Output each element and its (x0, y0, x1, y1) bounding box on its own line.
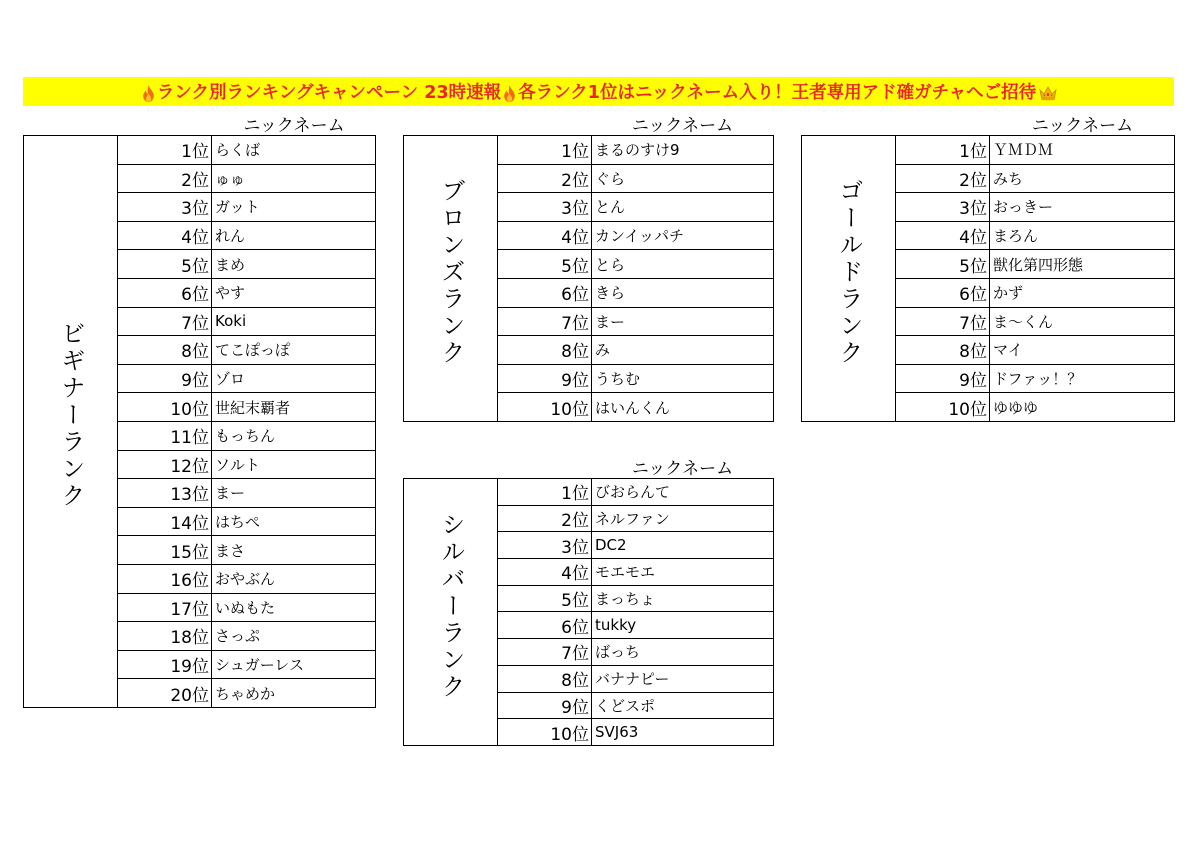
position-cell: 9位 (896, 364, 990, 393)
nickname-cell: バナナピー (592, 665, 774, 692)
position-cell: 10位 (498, 719, 592, 746)
nickname-cell: tukky (592, 612, 774, 639)
nickname-cell: ばっち (592, 639, 774, 666)
rank-name-label: ゴールドランク (835, 178, 863, 368)
nickname-cell: まさ (212, 536, 376, 565)
position-cell: 2位 (118, 164, 212, 193)
position-cell: 5位 (498, 585, 592, 612)
nickname-cell: やす (212, 278, 376, 307)
nickname-cell: 獣化第四形態 (990, 250, 1175, 279)
nickname-cell: まめ (212, 250, 376, 279)
position-cell: 12位 (118, 450, 212, 479)
campaign-banner (23, 77, 1174, 106)
position-cell: 11位 (118, 421, 212, 450)
nickname-header-silver: ニックネーム (631, 459, 734, 479)
nickname-cell: まっちょ (592, 585, 774, 612)
nickname-cell: ゆゆゆ (990, 393, 1175, 422)
nickname-cell: シュガーレス (212, 650, 376, 679)
nickname-cell: SVJ63 (592, 719, 774, 746)
nickname-cell: み (592, 336, 774, 365)
nickname-cell: 世紀末覇者 (212, 393, 376, 422)
position-cell: 4位 (896, 221, 990, 250)
silver-rank-table (403, 478, 774, 746)
nickname-cell: いぬもた (212, 593, 376, 622)
position-cell: 6位 (498, 278, 592, 307)
nickname-cell: ＹＭＤＭ (990, 136, 1175, 165)
position-cell: 8位 (118, 336, 212, 365)
nickname-cell: ゾロ (212, 364, 376, 393)
nickname-cell: らくば (212, 136, 376, 165)
nickname-cell: はいんくん (592, 393, 774, 422)
rank-name (404, 479, 498, 746)
position-cell: 4位 (498, 559, 592, 586)
position-cell: 3位 (118, 193, 212, 222)
nickname-cell: カンイッパチ (592, 221, 774, 250)
nickname-cell: Koki (212, 307, 376, 336)
position-cell: 13位 (118, 479, 212, 508)
position-cell: 9位 (498, 692, 592, 719)
beginner-rank-table (23, 135, 376, 708)
position-cell: 1位 (498, 479, 592, 506)
rank-name-label: ビギナーランク (57, 321, 85, 511)
position-cell: 2位 (498, 505, 592, 532)
nickname-cell: モエモエ (592, 559, 774, 586)
position-cell: 7位 (498, 639, 592, 666)
gold-rank-table (801, 135, 1175, 422)
nickname-cell: びおらんて (592, 479, 774, 506)
position-cell: 18位 (118, 622, 212, 651)
position-cell: 2位 (896, 164, 990, 193)
position-cell: 1位 (896, 136, 990, 165)
position-cell: 15位 (118, 536, 212, 565)
nickname-header-gold: ニックネーム (1031, 116, 1134, 136)
nickname-cell: DC2 (592, 532, 774, 559)
position-cell: 10位 (896, 393, 990, 422)
position-cell: 8位 (498, 665, 592, 692)
nickname-cell: ゅゅ (212, 164, 376, 193)
position-cell: 8位 (498, 336, 592, 365)
nickname-cell: ソルト (212, 450, 376, 479)
nickname-cell: まるのすけ9 (592, 136, 774, 165)
nickname-cell: うちむ (592, 364, 774, 393)
position-cell: 9位 (498, 364, 592, 393)
position-cell: 14位 (118, 507, 212, 536)
nickname-cell: さっぷ (212, 622, 376, 651)
rank-name-label: シルバーランク (437, 511, 465, 701)
position-cell: 17位 (118, 593, 212, 622)
table-row (24, 136, 376, 165)
nickname-cell: ドファッ！？ (990, 364, 1175, 393)
position-cell: 3位 (498, 532, 592, 559)
position-cell: 5位 (498, 250, 592, 279)
nickname-cell: もっちん (212, 421, 376, 450)
nickname-cell: おやぶん (212, 564, 376, 593)
nickname-cell: はちぺ (212, 507, 376, 536)
nickname-cell: ちゃめか (212, 679, 376, 708)
position-cell: 6位 (118, 278, 212, 307)
rank-name (802, 136, 896, 422)
position-cell: 16位 (118, 564, 212, 593)
nickname-header-bronze: ニックネーム (631, 116, 734, 136)
nickname-cell: れん (212, 221, 376, 250)
nickname-header-beginner: ニックネーム (243, 116, 345, 136)
nickname-cell: まー (212, 479, 376, 508)
nickname-cell: かず (990, 278, 1175, 307)
rank-name (24, 136, 118, 708)
nickname-cell: くどスポ (592, 692, 774, 719)
nickname-cell: ま～くん (990, 307, 1175, 336)
banner-text (140, 79, 1057, 104)
rank-name (404, 136, 498, 422)
position-cell: 19位 (118, 650, 212, 679)
position-cell: 10位 (118, 393, 212, 422)
position-cell: 3位 (498, 193, 592, 222)
nickname-cell: まろん (990, 221, 1175, 250)
table-row (404, 479, 774, 506)
position-cell: 9位 (118, 364, 212, 393)
position-cell: 20位 (118, 679, 212, 708)
position-cell: 3位 (896, 193, 990, 222)
flame-icon (142, 85, 155, 102)
nickname-cell: てこぽっぽ (212, 336, 376, 365)
table-row (404, 136, 774, 165)
nickname-cell: ネルファン (592, 505, 774, 532)
position-cell: 7位 (896, 307, 990, 336)
nickname-cell: みち (990, 164, 1175, 193)
rank-name-label: ブロンズランク (437, 178, 465, 368)
nickname-cell: おっきー (990, 193, 1175, 222)
nickname-cell: ガット (212, 193, 376, 222)
crown-icon (1039, 85, 1057, 101)
nickname-cell: まー (592, 307, 774, 336)
position-cell: 6位 (498, 612, 592, 639)
position-cell: 10位 (498, 393, 592, 422)
position-cell: 7位 (118, 307, 212, 336)
nickname-cell: とん (592, 193, 774, 222)
position-cell: 1位 (498, 136, 592, 165)
nickname-cell: きら (592, 278, 774, 307)
nickname-cell: とら (592, 250, 774, 279)
nickname-cell: ぐら (592, 164, 774, 193)
position-cell: 6位 (896, 278, 990, 307)
position-cell: 7位 (498, 307, 592, 336)
position-cell: 1位 (118, 136, 212, 165)
position-cell: 2位 (498, 164, 592, 193)
table-row (802, 136, 1175, 165)
position-cell: 5位 (896, 250, 990, 279)
nickname-cell: マイ (990, 336, 1175, 365)
position-cell: 8位 (896, 336, 990, 365)
position-cell: 5位 (118, 250, 212, 279)
banner-subtitle: 各ランク1位はニックネーム入り！王者専用アド確ガチャへご招待 (518, 83, 1037, 103)
position-cell: 4位 (118, 221, 212, 250)
flame-icon (503, 85, 516, 102)
banner-title: ランク別ランキングキャンペーン 23時速報 (156, 83, 502, 103)
bronze-rank-table (403, 135, 774, 422)
position-cell: 4位 (498, 221, 592, 250)
